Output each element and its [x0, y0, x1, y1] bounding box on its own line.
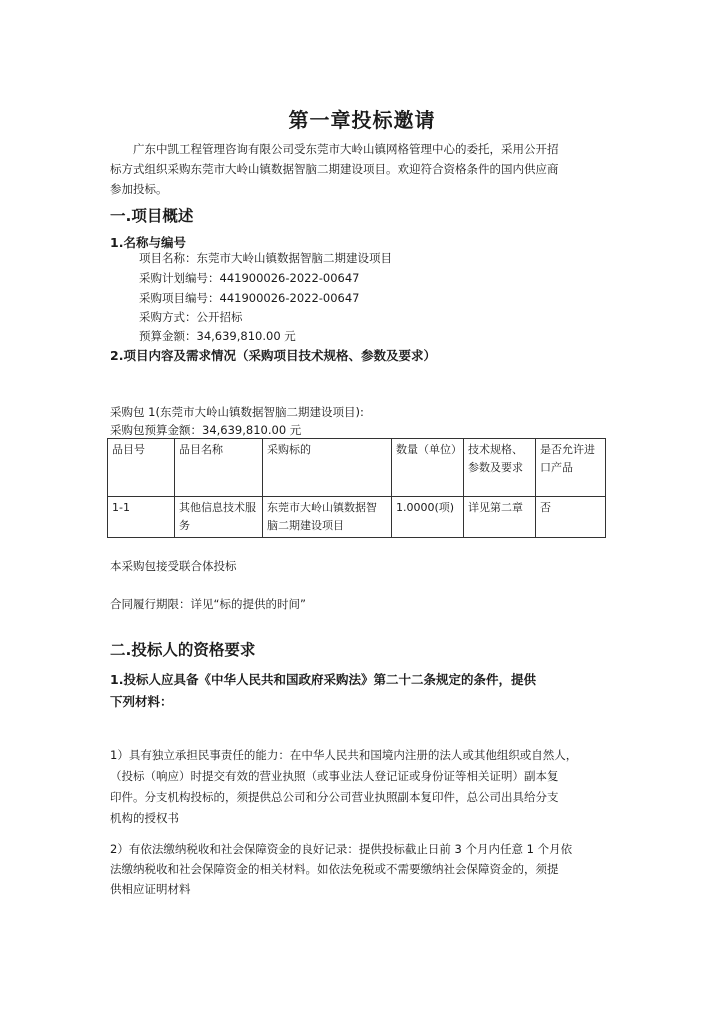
- consortium-note: 本采购包接受联合体投标: [110, 559, 237, 573]
- budget-amount: 预算金额：34,639,810.00 元: [139, 329, 296, 343]
- table-cell: 东莞市大岭山镇数据智脑二期建设项目: [263, 497, 392, 538]
- table-header-row: [108, 439, 606, 497]
- item-line: 印件。分支机构投标的，须提供总公司和分公司营业执照副本复印件，总公司出具给分支: [110, 790, 559, 804]
- heading-line: 下列材料：: [110, 694, 173, 709]
- project-number: 采购项目编号：441900026-2022-00647: [139, 291, 360, 305]
- table-header-cell: 品目号: [108, 439, 175, 497]
- table-header-cell: 数量（单位）: [392, 439, 464, 497]
- package-title: 采购包 1(东莞市大岭山镇数据智脑二期建设项目):: [110, 405, 364, 419]
- item-line: 1）具有独立承担民事责任的能力：在中华人民共和国境内注册的法人或其他组织或自然人，: [110, 748, 578, 762]
- intro-paragraph: [110, 139, 626, 199]
- section2-sub1-heading: [110, 669, 626, 713]
- table-header-cell: 技术规格、参数及要求: [464, 439, 536, 497]
- section1-sub2-heading: 2.项目内容及需求情况（采购项目技术规格、参数及要求）: [110, 348, 436, 363]
- section1-sub1-heading: 1.名称与编号: [110, 235, 186, 250]
- section1-heading: 一.项目概述: [110, 207, 194, 225]
- table-cell: 详见第二章: [464, 497, 536, 538]
- section2-heading: 二.投标人的资格要求: [110, 641, 256, 659]
- project-name: 项目名称：东莞市大岭山镇数据智脑二期建设项目: [139, 251, 392, 265]
- qualification-item-1: [110, 745, 630, 829]
- table-header-cell: 是否允许进口产品: [536, 439, 606, 497]
- table-cell: 1.0000(项): [392, 497, 464, 538]
- qualification-item-2: [110, 839, 630, 899]
- table-row: [108, 497, 606, 538]
- package-budget: 采购包预算金额：34,639,810.00 元: [110, 423, 302, 437]
- page-title: 第一章投标邀请: [288, 108, 436, 132]
- plan-number: 采购计划编号：441900026-2022-00647: [139, 271, 360, 285]
- items-table: [107, 438, 606, 538]
- item-line: 法缴纳税收和社会保障资金的相关材料。如依法免税或不需要缴纳社会保障资金的，须提: [110, 862, 559, 876]
- intro-line: 广东中凯工程管理咨询有限公司受东莞市大岭山镇网格管理中心的委托，采用公开招: [133, 142, 559, 156]
- item-line: 供相应证明材料: [110, 882, 191, 896]
- intro-line: 标方式组织采购东莞市大岭山镇数据智脑二期建设项目。欢迎符合资格条件的国内供应商: [110, 162, 559, 176]
- intro-line: 参加投标。: [110, 182, 168, 196]
- heading-line: 1.投标人应具备《中华人民共和国政府采购法》第二十二条规定的条件，提供: [110, 672, 536, 687]
- item-line: 机构的授权书: [110, 811, 179, 825]
- table-cell: 1-1: [108, 497, 175, 538]
- item-line: 2）有依法缴纳税收和社会保障资金的良好记录：提供投标截止日前 3 个月内任意 1 个月依: [110, 842, 573, 856]
- table-header-cell: 采购标的: [263, 439, 392, 497]
- table-cell: 否: [536, 497, 606, 538]
- contract-period-note: 合同履行期限：详见“标的提供的时间”: [110, 597, 306, 611]
- item-line: （投标（响应）时提交有效的营业执照（或事业法人登记证或身份证等相关证明）副本复: [110, 769, 559, 783]
- procurement-method: 采购方式：公开招标: [139, 310, 243, 324]
- table-header-cell: 品目名称: [175, 439, 263, 497]
- table-cell: 其他信息技术服务: [175, 497, 263, 538]
